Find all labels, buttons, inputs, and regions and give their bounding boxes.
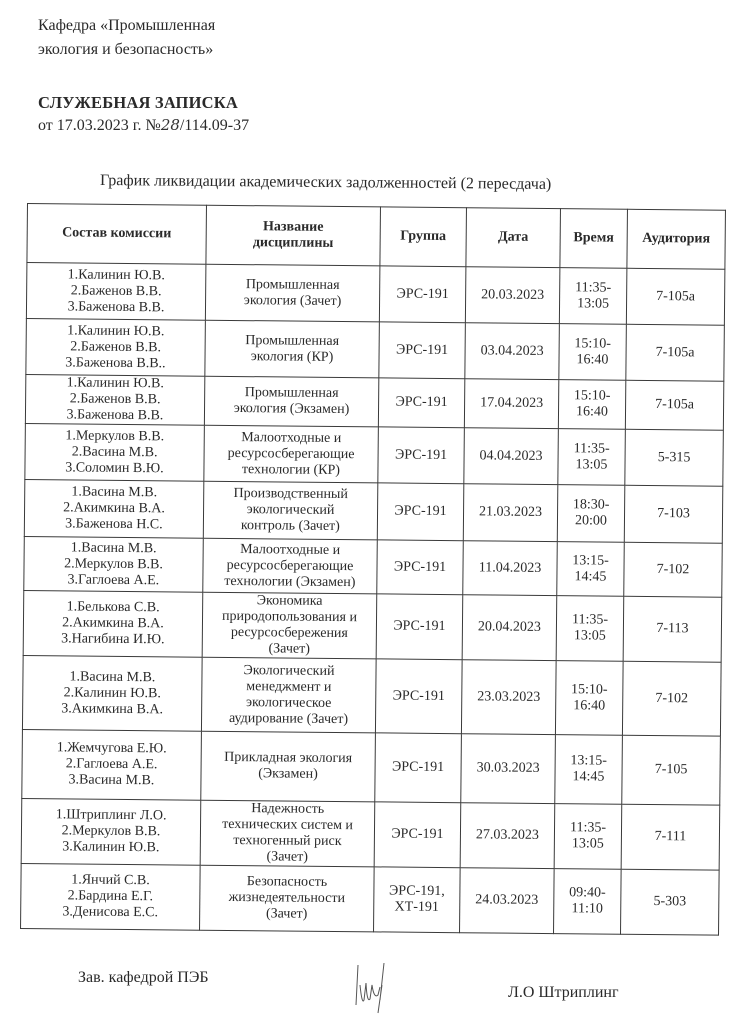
cell-discipline: [204, 425, 379, 483]
cell-time: [554, 804, 622, 870]
cell-discipline-line: (Экзамен): [258, 766, 318, 782]
cell-discipline-line: Промышленная: [245, 332, 340, 349]
cell-time-line: 09:40-: [569, 885, 606, 901]
cell-group: [375, 733, 462, 803]
cell-commission-line: 2.Бардина Е.Г.: [67, 888, 154, 905]
cell-group: [377, 540, 464, 595]
cell-time-line: 20:00: [574, 513, 607, 529]
cell-commission: [24, 479, 204, 538]
cell-time-line: 11:35-: [571, 612, 609, 628]
cell-discipline-line: Производственный: [233, 485, 348, 503]
cell-commission-line: 1.Калинин Ю.В.: [67, 322, 165, 339]
cell-time: [557, 485, 625, 543]
cell-room: 7-113: [623, 596, 722, 662]
cell-group-line: ЭРС-191: [396, 286, 449, 302]
cell-commission-line: 1.Жемчугова Е.Ю.: [56, 740, 167, 757]
col-header-date: Дата: [466, 208, 561, 268]
cell-time: [558, 380, 625, 430]
table-row: [22, 655, 721, 736]
table-row: [25, 423, 724, 486]
cell-time-line: 11:35-: [575, 279, 612, 296]
cell-group: [379, 322, 466, 379]
cell-discipline-line: ресурсосберегающие: [227, 445, 355, 462]
memo-date-prefix: от 17.03.2023 г. №: [38, 117, 161, 134]
cell-date: 27.03.2023: [460, 803, 555, 869]
cell-room: 7-111: [621, 804, 720, 870]
cell-commission: [25, 374, 204, 425]
department-line-2: экология и безопасность»: [38, 41, 214, 58]
cell-commission-line: 3.Васина М.В.: [68, 772, 155, 789]
cell-room: 7-105а: [625, 380, 723, 430]
cell-time-line: 11:35-: [569, 820, 607, 836]
cell-group-line: ЭРС-191,: [388, 883, 445, 900]
cell-date: 30.03.2023: [461, 734, 556, 804]
cell-discipline-line: Безопасность: [246, 874, 328, 890]
cell-group-line: ЭРС-191: [392, 688, 445, 704]
cell-room: 7-105а: [626, 268, 725, 325]
cell-discipline-line: технологии (КР): [241, 461, 341, 478]
cell-commission: [21, 863, 201, 930]
cell-group-line: ЭРС-191: [393, 618, 446, 635]
cell-room: 5-303: [621, 869, 720, 935]
cell-commission-line: 1.Васина М.В.: [69, 668, 156, 685]
cell-group: [379, 266, 466, 323]
cell-commission-line: 2.Баженов В.В.: [70, 282, 162, 299]
cell-time-line: 13:05: [571, 836, 604, 852]
cell-room: 7-102: [624, 542, 723, 597]
cell-commission: [26, 263, 206, 321]
footer-position: Зав. кафедрой ПЭБ: [78, 969, 209, 986]
cell-discipline: [203, 481, 378, 540]
cell-discipline-line: Малоотходные и: [240, 541, 341, 558]
cell-time: [554, 869, 622, 935]
cell-time: [555, 735, 623, 805]
col-header-discipline: [206, 205, 381, 266]
cell-date: 21.03.2023: [463, 484, 558, 542]
cell-time: [558, 429, 626, 486]
cell-discipline-line: Промышленная: [245, 276, 340, 293]
cell-discipline-line: экология (Зачет): [243, 292, 342, 309]
col-header-discipline-line-2: дисциплины: [252, 235, 334, 251]
cell-group: [376, 594, 463, 660]
col-header-commission: Состав комиссии: [27, 204, 207, 265]
cell-discipline-line: экологическое: [245, 694, 332, 711]
cell-discipline-line: (Зачет): [268, 641, 310, 657]
cell-discipline-line: техногенный риск: [233, 833, 342, 850]
col-header-discipline-line-1: Название: [262, 219, 324, 235]
department-name: [38, 14, 215, 62]
table-row: [21, 863, 720, 935]
table-row: [23, 590, 722, 662]
cell-group-line: ЭРС-191: [394, 447, 448, 463]
cell-discipline-line: контроль (Зачет): [240, 518, 340, 535]
cell-group-line: ЭРС-191: [394, 503, 447, 520]
cell-discipline-line: Промышленная: [244, 385, 339, 401]
cell-time-line: 15:10-: [574, 335, 612, 352]
cell-time-line: 13:05: [575, 456, 608, 473]
cell-discipline-line: Надежность: [251, 801, 325, 817]
cell-discipline-line: (Зачет): [265, 906, 308, 922]
cell-commission-line: 1.Янчий С.В.: [71, 872, 150, 889]
table-row: [24, 479, 723, 543]
cell-room: 5-315: [625, 429, 724, 486]
cell-commission-line: 2.Меркулов В.В.: [61, 823, 161, 840]
cell-group-line: ЭРС-191: [395, 342, 449, 358]
cell-discipline: [202, 592, 377, 659]
cell-group: [378, 378, 464, 428]
cell-time-line: 16:40: [573, 697, 606, 714]
footer-signatory: Л.О Штриплинг: [508, 984, 619, 1001]
cell-time-line: 14:45: [572, 769, 605, 785]
cell-discipline-line: Экономика: [256, 593, 323, 609]
cell-group: [375, 659, 462, 734]
cell-discipline-line: экологический: [246, 502, 335, 518]
cell-discipline-line: Экологический: [243, 662, 335, 679]
cell-time-line: 13:05: [577, 295, 610, 312]
cell-room: 7-102: [622, 661, 721, 736]
cell-commission-line: 3.Акимкина В.А.: [61, 700, 164, 717]
memo-title: СЛУЖЕБНАЯ ЗАПИСКА: [38, 93, 239, 112]
cell-room: 7-105: [622, 735, 721, 805]
cell-date: 03.04.2023: [465, 323, 560, 380]
signature-icon: [350, 955, 400, 1015]
cell-time-line: 14:45: [574, 568, 607, 585]
cell-commission-line: 2.Васина М.В.: [71, 443, 158, 460]
table-row: [26, 263, 725, 326]
cell-time-line: 11:35-: [573, 440, 610, 457]
cell-date: 24.03.2023: [460, 868, 555, 934]
table-row: [26, 318, 725, 381]
cell-discipline-line: технологии (Экзамен): [224, 573, 356, 590]
cell-time-line: 13:05: [573, 628, 606, 644]
cell-discipline-line: Прикладная экология: [224, 749, 353, 767]
col-header-room: Аудитория: [627, 209, 726, 269]
schedule-title: График ликвидации академических задолженностей (2 пересдача): [99, 172, 552, 193]
cell-date: 20.03.2023: [465, 267, 560, 324]
cell-commission-line: 1.Васина М.В.: [70, 539, 157, 556]
cell-commission-line: 2.Гаглоева А.Е.: [65, 756, 158, 773]
cell-commission-line: 1.Калинин Ю.В.: [66, 375, 164, 392]
cell-discipline-line: (Зачет): [266, 849, 308, 865]
cell-group: [377, 483, 464, 541]
cell-discipline: [205, 264, 380, 322]
cell-discipline: [205, 320, 380, 378]
cell-discipline-line: ресурсосберегающие: [226, 557, 354, 574]
col-header-time: Время: [560, 209, 628, 269]
cell-discipline-line: жизнедеятельности: [228, 889, 346, 907]
cell-time: [556, 596, 624, 662]
table-header-row: [27, 204, 726, 270]
cell-group: [374, 802, 461, 868]
cell-commission-line: 3.Нагибина И.Ю.: [61, 631, 165, 648]
cell-discipline: [200, 800, 375, 867]
cell-discipline: [200, 865, 375, 932]
cell-time-line: 15:10-: [571, 681, 608, 698]
cell-time-line: 18:30-: [572, 497, 610, 513]
cell-discipline-line: экология (КР): [250, 348, 334, 365]
cell-commission: [23, 590, 203, 657]
cell-time-line: 16:40: [575, 404, 609, 420]
cell-discipline: [204, 376, 378, 427]
schedule-table-body: [21, 263, 725, 936]
cell-date: 04.04.2023: [464, 428, 559, 485]
cell-group-line: ЭРС-191: [395, 394, 448, 411]
schedule-table: [20, 203, 726, 936]
cell-commission-line: 3.Баженова Н.С.: [65, 516, 163, 533]
cell-group-line: ЭРС-191: [391, 759, 445, 776]
cell-date: 11.04.2023: [463, 541, 558, 596]
cell-commission-line: 1.Белькова С.В.: [66, 599, 160, 616]
cell-commission: [25, 423, 205, 481]
cell-group-line: ЭРС-191: [391, 826, 444, 843]
cell-discipline-line: Малоотходные и: [241, 429, 342, 446]
cell-discipline-line: аудирование (Зачет): [229, 710, 349, 727]
cell-time: [555, 661, 623, 736]
cell-discipline-line: экология (Экзамен): [233, 400, 350, 418]
schedule-table-wrapper: [20, 203, 726, 936]
cell-commission-line: 2.Калинин Ю.В.: [63, 684, 161, 701]
table-row: [22, 729, 721, 805]
cell-commission: [24, 536, 204, 592]
cell-date: 23.03.2023: [461, 660, 556, 735]
cell-commission: [22, 655, 202, 731]
cell-commission-line: 1.Штриплинг Л.О.: [55, 807, 167, 824]
department-line-1: Кафедра «Промышленная: [38, 17, 216, 34]
cell-group: [374, 867, 461, 933]
table-row: [24, 536, 722, 597]
cell-group: [378, 427, 465, 484]
cell-time: [559, 324, 627, 381]
cell-commission-line: 1.Васина М.В.: [71, 484, 158, 501]
cell-time-line: 13:15-: [570, 753, 608, 769]
cell-commission-line: 3.Баженова В.В..: [65, 354, 166, 371]
cell-room: 7-103: [624, 485, 723, 543]
cell-group-line: ЭРС-191: [393, 559, 447, 575]
cell-discipline: [203, 538, 378, 594]
cell-discipline-line: технических систем и: [222, 816, 354, 834]
cell-time-line: 11:10: [571, 901, 604, 917]
cell-room: 7-105а: [626, 324, 725, 381]
cell-time-line: 15:10-: [573, 388, 611, 404]
cell-discipline-line: менеджмент и: [246, 678, 332, 695]
cell-commission-line: 1.Калинин Ю.В.: [67, 266, 165, 283]
cell-commission-line: 3.Баженова В.В.: [67, 298, 165, 315]
cell-commission-line: 2.Акимкина В.А.: [62, 615, 164, 632]
table-row: [25, 374, 723, 430]
memo-number-suffix: /114.09-37: [179, 117, 250, 134]
cell-time-line: 13:15-: [572, 552, 609, 569]
cell-commission-line: 3.Калинин Ю.В.: [62, 839, 160, 856]
cell-date: 17.04.2023: [464, 379, 558, 429]
cell-commission-line: 3.Гаглоева А.Е.: [67, 571, 160, 588]
cell-commission-line: 1.Меркулов В.В.: [65, 427, 165, 444]
cell-commission: [26, 318, 206, 376]
memo-number: [38, 116, 249, 135]
memo-handwritten-number: 28: [160, 116, 180, 134]
cell-commission: [22, 729, 202, 800]
table-row: [21, 798, 720, 870]
cell-group-line: ХТ-191: [394, 899, 439, 915]
cell-time: [559, 268, 627, 325]
cell-commission-line: 2.Меркулов В.В.: [64, 555, 163, 572]
cell-date: 20.04.2023: [462, 595, 557, 661]
cell-commission-line: 3.Баженова В.В.: [66, 407, 164, 424]
cell-discipline-line: природопользования и: [222, 608, 358, 626]
cell-commission: [21, 798, 201, 865]
cell-commission-line: 3.Соломин В.Ю.: [65, 459, 164, 476]
cell-discipline: [201, 731, 376, 802]
cell-commission-line: 2.Акимкина В.А.: [63, 500, 166, 517]
cell-commission-line: 2.Баженов В.В.: [70, 338, 162, 355]
cell-time: [557, 542, 625, 597]
cell-time-line: 16:40: [576, 351, 609, 368]
col-header-group: Группа: [380, 207, 467, 267]
cell-commission-line: 2.Баженов В.В.: [69, 391, 161, 408]
cell-discipline-line: ресурсосбережения: [230, 624, 348, 642]
cell-commission-line: 3.Денисова Е.С.: [62, 904, 159, 921]
cell-discipline: [201, 657, 376, 733]
